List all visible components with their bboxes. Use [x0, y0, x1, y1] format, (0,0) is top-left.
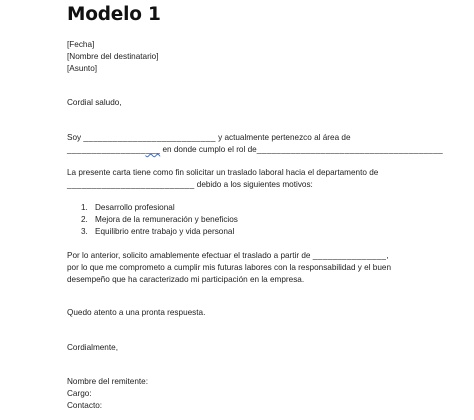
reason-item: Equilibrio entre trabajo y vida personal	[95, 227, 235, 236]
reasons-intro: debido a los siguientes motivos:	[194, 180, 313, 189]
subject-placeholder: [Asunto]	[67, 64, 98, 73]
paragraph1-suffix: y actualmente pertenezco al área de	[215, 133, 351, 142]
reason-number: 3.	[81, 227, 88, 236]
paragraph1-prefix: Soy	[67, 133, 84, 142]
paragraph1-line2	[67, 144, 443, 156]
area-blank: ________________	[67, 145, 146, 154]
paragraph3-line2: por lo que me comprometo a cumplir mis futuras labores con la responsabilidad y el buen	[67, 263, 392, 272]
sender-position-label: Cargo:	[67, 389, 92, 398]
date-blank: _______________,	[312, 251, 389, 260]
paragraph1-line1	[67, 132, 351, 144]
greeting: Cordial saludo,	[67, 98, 122, 107]
reason-item: Mejora de la remuneración y beneficios	[95, 215, 238, 224]
closing-request: Quedo atento a una pronta respuesta.	[67, 308, 206, 317]
paragraph3-line1	[67, 250, 389, 262]
area-blank-spellcheck: ___	[145, 145, 161, 154]
paragraph2-line2	[67, 179, 313, 191]
date-placeholder: [Fecha]	[67, 40, 95, 49]
department-blank: __________________________	[67, 180, 195, 189]
paragraph2-line1: La presente carta tiene como fin solicitar un traslado laboral hacia el departamento de	[67, 168, 379, 177]
role-text: en donde cumplo el rol de	[160, 145, 257, 154]
sender-name-label: Nombre del remitente:	[67, 377, 148, 386]
recipient-placeholder: [Nombre del destinatario]	[67, 52, 159, 61]
paragraph3-line3: desempeño que ha caracterizado mi participación en la empresa.	[67, 275, 305, 284]
farewell: Cordialmente,	[67, 343, 118, 352]
page-title: Modelo 1	[67, 4, 161, 25]
role-blank: ______________________________________	[256, 145, 444, 154]
reason-number: 1.	[81, 203, 88, 212]
transfer-request-text: Por lo anterior, solicito amablemente efectuar el traslado a partir de	[67, 251, 313, 260]
reason-item: Desarrollo profesional	[95, 203, 175, 212]
name-blank: ___________________________	[83, 133, 216, 142]
reason-number: 2.	[81, 215, 88, 224]
sender-contact-label: Contacto:	[67, 401, 103, 410]
